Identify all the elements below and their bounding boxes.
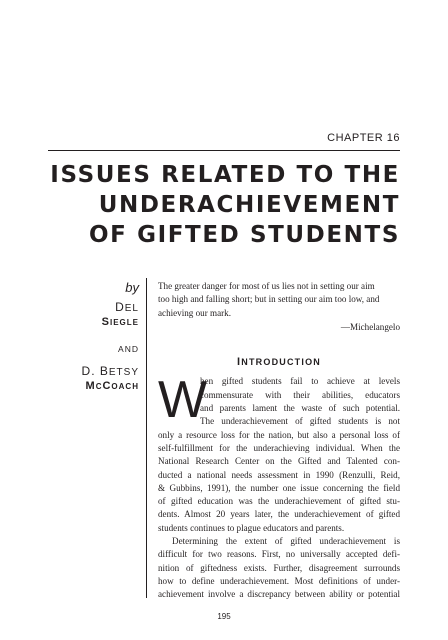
author-2	[39, 364, 139, 392]
author-2-first-name: D. BETSY	[81, 364, 139, 378]
text-line: only a resource loss for the nation, but also a personal loss of	[158, 429, 400, 440]
author-1	[39, 300, 139, 328]
body-column	[158, 280, 400, 602]
author-2-last-name: McCoach	[85, 380, 139, 392]
epigraph	[158, 280, 400, 334]
text-line: & Gubbins, 1991), the number one issue concerning the field	[158, 482, 400, 493]
chapter-title-line: OF GIFTED STUDENTS	[89, 222, 400, 248]
text-line: how to define underachievement. Most definitions of under-	[158, 575, 400, 586]
text-line: achievement involve a discrepancy between ability or potential	[158, 589, 400, 600]
text-line: dents. Almost 20 years later, the underachievement of gifted	[158, 509, 400, 520]
text-line: difficult for two reasons. First, no universally accepted defi-	[158, 549, 400, 560]
text-line: nition of giftedness exists. Further, disagreement surrounds	[158, 562, 400, 573]
epigraph-line: achieving our mark.	[158, 307, 231, 318]
text-line: Determining the extent of gifted underachievement is	[172, 536, 400, 547]
text-line: ducted a national needs assessment in 1990 (Renzulli, Reid,	[158, 469, 400, 480]
byline-by: by	[125, 280, 139, 295]
chapter-title-line: UNDERACHIEVEMENT	[98, 192, 400, 218]
column-divider	[146, 278, 147, 598]
text-line: commensurate with their abilities, educators	[200, 389, 400, 400]
text-line: The underachievement of gifted students is not	[200, 416, 400, 427]
page-number: 195	[217, 612, 231, 621]
section-heading: INTRODUCTION	[237, 356, 321, 369]
paragraph-2	[158, 535, 400, 601]
chapter-title-line: ISSUES RELATED TO THE	[50, 162, 400, 188]
author-1-first-name: DEL	[115, 300, 139, 314]
byline-and: AND	[118, 344, 139, 354]
epigraph-line: too high and falling short; but in setting our aim too low, and	[158, 294, 380, 305]
paragraph-1	[158, 371, 400, 535]
text-line: self-fulfillment for the underachieving individual. When the	[158, 442, 400, 453]
text-line: students continues to plague educators and parents.	[158, 522, 345, 533]
chapter-rule	[48, 150, 400, 151]
byline	[39, 280, 139, 392]
text-line: hen gifted students fail to achieve at levels	[200, 376, 400, 387]
text-line: and parents lament the waste of such potential.	[200, 403, 400, 414]
chapter-label: CHAPTER 16	[327, 132, 400, 144]
epigraph-attribution: —Michelangelo	[340, 321, 400, 332]
author-1-last-name: Siegle	[101, 316, 139, 328]
drop-cap: W	[158, 371, 208, 430]
text-line: National Research Center on the Gifted and Talented con-	[158, 456, 400, 467]
text-line: of gifted education was the underachievement of gifted stu-	[158, 496, 400, 507]
epigraph-line: The greater danger for most of us lies not in setting our aim	[158, 281, 375, 291]
chapter-title	[40, 160, 400, 250]
